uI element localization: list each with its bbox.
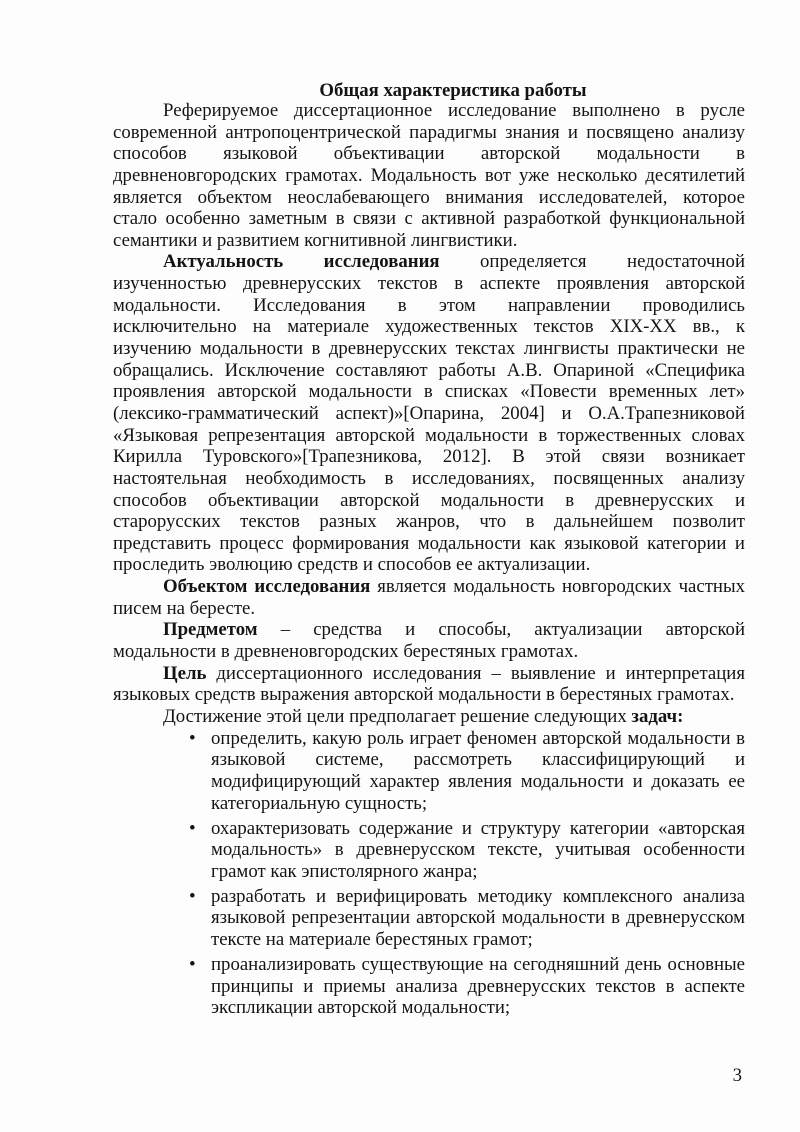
text-run: обращались. Исключение составляют работы А.В. Опариной «Специфика xyxy=(113,359,745,381)
text-run: изученностью древнерусских текстов в аспекте проявления авторской xyxy=(113,273,745,295)
text-line xyxy=(113,706,745,728)
bullet-icon: • xyxy=(189,817,196,839)
bold-term: задач: xyxy=(631,705,684,727)
text-run: изучению модальности в древнерусских текстах лингвисты практически не xyxy=(113,338,745,360)
text-run: семантики и развитием когнитивной лингвистики. xyxy=(113,229,518,251)
line-content xyxy=(113,122,745,144)
text-line xyxy=(113,446,745,468)
text-line xyxy=(113,533,745,555)
bullet-icon: • xyxy=(189,954,196,976)
text-run: языковых средств выражения авторской модальности в берестяных грамотах. xyxy=(113,684,735,706)
text-run: способов объективации авторской модальности в древнерусских и xyxy=(113,489,745,511)
paragraph-research-goal xyxy=(113,663,745,706)
text-line xyxy=(113,641,745,663)
text-run: Кирилла Туровского»[Трапезникова, 2012]. В этой связи возникает xyxy=(113,446,745,468)
bullet-icon: • xyxy=(189,885,196,907)
text-run: охарактеризовать содержание и структуру категории «авторская xyxy=(211,817,745,839)
text-line xyxy=(113,684,745,706)
line-content xyxy=(113,641,578,663)
text-run: (лексико-грамматический аспект)»[Опарина, 2004] и О.А.Трапезниковой xyxy=(113,402,745,424)
text-line xyxy=(113,100,745,122)
line-content xyxy=(211,771,745,793)
text-run: способов языковой объективации авторской модальности в xyxy=(113,143,745,165)
text-line xyxy=(113,468,745,490)
text-run: модальности. Исследования в этом направлении проводились xyxy=(113,294,745,316)
text-block xyxy=(113,81,745,1019)
paragraph-research-object xyxy=(113,576,745,619)
text-line xyxy=(113,187,745,209)
text-run: писем на бересте. xyxy=(113,597,256,619)
line-content xyxy=(211,886,745,908)
line-content xyxy=(163,100,745,122)
text-line xyxy=(113,251,745,273)
bold-term: Предметом xyxy=(163,619,258,641)
line-content xyxy=(163,576,745,598)
task-list-item xyxy=(113,818,745,883)
bullet-icon: • xyxy=(189,727,196,749)
task-list-item xyxy=(113,954,745,1019)
line-content xyxy=(113,533,745,555)
text-line xyxy=(211,976,745,998)
task-list-item xyxy=(113,886,745,951)
line-content xyxy=(211,839,745,861)
line-content xyxy=(113,316,745,338)
line-content xyxy=(211,728,745,750)
line-content xyxy=(211,793,427,815)
line-content xyxy=(113,598,255,620)
line-content xyxy=(113,468,745,490)
line-content xyxy=(211,818,745,840)
line-content xyxy=(163,706,683,728)
text-line xyxy=(113,122,745,144)
text-run: Достижение этой цели предполагает решение следующих xyxy=(163,705,632,727)
line-content xyxy=(113,360,745,382)
line-content xyxy=(113,684,734,706)
text-line xyxy=(211,929,745,951)
text-run: принципы и приемы анализа древнерусских текстов в аспекте xyxy=(211,975,745,997)
text-line xyxy=(113,576,745,598)
line-content xyxy=(211,749,745,771)
text-run: современной антропоцентрической парадигмы знания и посвящено анализу xyxy=(113,121,745,143)
line-content xyxy=(113,208,745,230)
text-line xyxy=(113,360,745,382)
line-content xyxy=(113,425,745,447)
text-run: определяется недостаточной xyxy=(439,251,745,273)
line-content xyxy=(163,619,745,641)
text-line xyxy=(211,886,745,908)
text-run: тексте на материале берестяных грамот; xyxy=(211,929,533,951)
text-line xyxy=(113,208,745,230)
line-content xyxy=(113,554,590,576)
line-content xyxy=(163,663,745,685)
task-list-item xyxy=(113,728,745,815)
text-run: старорусских текстов разных жанров, что в дальнейшем позволит xyxy=(113,511,745,533)
text-run: языковой репрезентации авторской модальности в древнерусском xyxy=(211,907,745,929)
paragraph-overview xyxy=(113,100,745,251)
line-content xyxy=(211,929,533,951)
text-run: модальности в древненовгородских берестяных грамотах. xyxy=(113,641,579,663)
line-content xyxy=(113,143,745,165)
line-content xyxy=(113,230,517,252)
text-run: «Языковая репрезентация авторской модальности в торжественных словах xyxy=(113,424,745,446)
line-content xyxy=(163,251,745,273)
text-line xyxy=(113,381,745,403)
page-number: 3 xyxy=(732,1065,742,1086)
line-content xyxy=(113,446,745,468)
paragraph-research-subject xyxy=(113,619,745,662)
text-line xyxy=(211,793,745,815)
line-content xyxy=(113,273,745,295)
paragraph-relevance xyxy=(113,251,745,576)
text-run: экспликации авторской модальности; xyxy=(211,997,511,1019)
text-line xyxy=(113,403,745,425)
text-run: определить, какую роль играет феномен авторской модальности в xyxy=(211,727,745,749)
text-run: исключительно на материале художественных текстов XIX-XX вв., к xyxy=(113,316,745,338)
line-content xyxy=(113,381,745,403)
paragraph-tasks-intro xyxy=(113,706,745,728)
line-content xyxy=(113,338,745,360)
text-line xyxy=(211,907,745,929)
text-line xyxy=(211,818,745,840)
text-line xyxy=(113,598,745,620)
text-run: проявления авторской модальности в списках «Повести временных лет» xyxy=(113,381,745,403)
text-line xyxy=(113,554,745,576)
text-run: проследить эволюцию средств и способов ее актуализации. xyxy=(113,554,591,576)
line-content xyxy=(211,907,745,929)
line-content xyxy=(113,165,745,187)
text-line xyxy=(113,316,745,338)
text-run: стало особенно заметным в связи с активной разработкой функциональной xyxy=(113,208,745,230)
line-content xyxy=(113,490,745,512)
text-line xyxy=(113,490,745,512)
task-list xyxy=(113,728,745,1020)
line-content xyxy=(211,861,477,883)
line-content xyxy=(113,403,745,425)
text-run: является модальность новгородских частных xyxy=(370,576,745,598)
line-content xyxy=(211,976,745,998)
line-content xyxy=(211,954,745,976)
text-run: проанализировать существующие на сегодняшний день основные xyxy=(211,954,745,976)
text-run: – средства и способы, актуализации авторской xyxy=(257,619,745,641)
line-content xyxy=(113,295,745,317)
text-run: модальность» в древнерусском тексте, учитывая особенности xyxy=(211,839,745,861)
text-line xyxy=(211,749,745,771)
text-line xyxy=(113,663,745,685)
text-run: разработать и верифицировать методику комплексного анализа xyxy=(211,885,745,907)
text-run: является объектом неослабевающего внимания исследователей, которое xyxy=(113,186,745,208)
text-line xyxy=(113,511,745,533)
text-line xyxy=(211,954,745,976)
text-line xyxy=(113,230,745,252)
text-run: представить процесс формирования модальности как языковой категории и xyxy=(113,532,745,554)
line-content xyxy=(113,511,745,533)
body-text xyxy=(113,100,745,728)
text-run: модифицирующий характер явления модальности и доказать ее xyxy=(211,770,745,792)
text-run: категориальную сущность; xyxy=(211,792,428,814)
text-line xyxy=(113,143,745,165)
text-line xyxy=(113,273,745,295)
text-line xyxy=(211,861,745,883)
text-line xyxy=(113,165,745,187)
text-line xyxy=(211,997,745,1019)
text-line xyxy=(113,425,745,447)
text-line xyxy=(113,295,745,317)
text-line xyxy=(113,619,745,641)
text-run: грамот как эпистолярного жанра; xyxy=(211,860,478,882)
bold-term: Объектом исследования xyxy=(163,576,371,598)
text-line xyxy=(211,771,745,793)
section-title: Общая характеристика работы xyxy=(319,80,587,101)
line-content xyxy=(211,997,510,1019)
text-line xyxy=(113,338,745,360)
line-content xyxy=(113,187,745,209)
bold-term: Актуальность исследования xyxy=(163,251,440,273)
text-run: диссертационного исследования – выявление и интерпретация xyxy=(206,662,745,684)
text-line xyxy=(211,728,745,750)
text-run: Реферируемое диссертационное исследование выполнено в русле xyxy=(163,100,745,121)
bold-term: Цель xyxy=(163,662,207,684)
text-run: настоятельная необходимость в исследованиях, посвященных анализу xyxy=(113,467,745,489)
text-run: языковой системе, рассмотреть классифицирующий и xyxy=(211,749,745,771)
text-line xyxy=(211,839,745,861)
text-run: древненовгородских грамотах. Модальность вот уже несколько десятилетий xyxy=(113,164,745,186)
